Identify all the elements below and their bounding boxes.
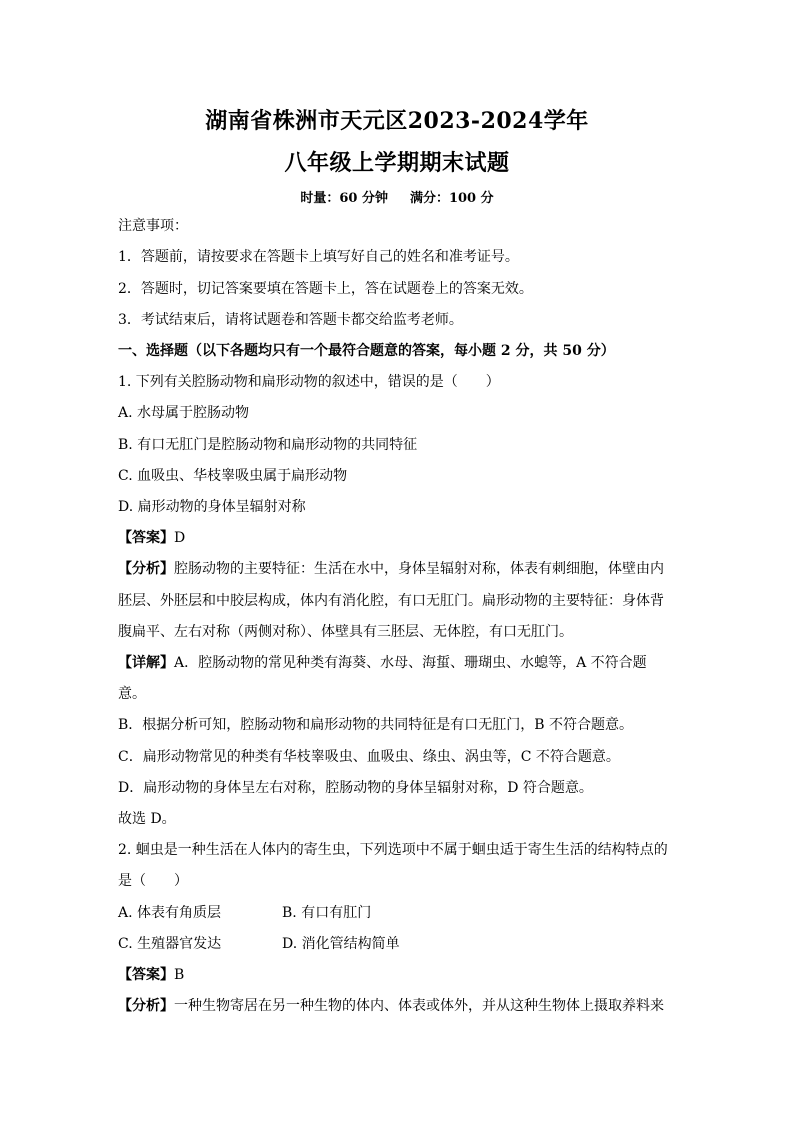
question-1-option-b: B. 有口无肛门是腔肠动物和扁形动物的共同特征 — [118, 437, 418, 453]
answer-tag: 【答案】 — [118, 967, 174, 983]
question-1-option-c: C. 血吸虫、华枝睾吸虫属于扁形动物 — [118, 468, 348, 484]
analysis-tag: 【分析】 — [118, 998, 174, 1014]
detail-line: B．根据分析可知，腔肠动物和扁形动物的共同特征是有口无肛门，B 不符合题意。 — [118, 717, 634, 733]
time-limit: 时量：60 分钟 — [300, 191, 388, 206]
section-heading: 一、选择题（以下各题均只有一个最符合题意的答案，每小题 2 分，共 50 分） — [118, 343, 615, 359]
note-item-1: 1．答题前，请按要求在答题卡上填写好自己的姓名和准考证号。 — [118, 249, 519, 265]
question-2-answer — [118, 966, 184, 984]
detail-line: 故选 D。 — [118, 811, 176, 827]
analysis-line: 腹扁平、左右对称（两侧对称）、体壁具有三胚层、无体腔，有口无肛门。 — [118, 624, 573, 640]
detail-line: 意。 — [118, 686, 146, 702]
full-score: 满分：100 分 — [409, 191, 494, 206]
answer-value: D — [174, 530, 186, 546]
question-1-analysis — [118, 560, 664, 578]
question-1-option-d: D. 扁形动物的身体呈辐射对称 — [118, 499, 306, 515]
exam-title: 湖南省株洲市天元区2023-2024学年 — [205, 108, 589, 134]
answer-tag: 【答案】 — [118, 530, 174, 546]
analysis-line: 腔肠动物的主要特征：生活在水中，身体呈辐射对称，体表有刺细胞，体壁由内 — [174, 561, 664, 577]
analysis-tag: 【分析】 — [118, 561, 174, 577]
question-1-answer — [118, 529, 185, 547]
question-1-detail — [118, 654, 647, 672]
detail-line: C．扁形动物常见的种类有华枝睾吸虫、血吸虫、绦虫、涡虫等，C 不符合题意。 — [118, 749, 620, 765]
detail-line: D．扁形动物的身体呈左右对称，腔肠动物的身体呈辐射对称，D 符合题意。 — [118, 780, 593, 796]
question-2-option-d: D. 消化管结构简单 — [282, 936, 400, 952]
question-2-option-a: A. 体表有角质层 — [118, 905, 222, 921]
detail-tag: 【详解】 — [118, 655, 174, 671]
question-2-option-c: C. 生殖器官发达 — [118, 936, 222, 952]
notes-heading: 注意事项： — [118, 218, 188, 234]
question-1-stem: 1. 下列有关腔肠动物和扁形动物的叙述中，错误的是（ ） — [118, 374, 500, 390]
exam-meta — [0, 187, 794, 206]
answer-value: B — [174, 967, 185, 983]
question-2-stem-cont: 是（ ） — [118, 873, 188, 889]
note-item-2: 2．答题时，切记答案要填在答题卡上，答在试题卷上的答案无效。 — [118, 281, 533, 297]
analysis-line: 一种生物寄居在另一种生物的体内、体表或体外，并从这种生物体上摄取养料来 — [174, 998, 664, 1014]
question-2-stem: 2. 蛔虫是一种生活在人体内的寄生虫，下列选项中不属于蛔虫适于寄生生活的结构特点的 — [118, 842, 668, 858]
exam-subtitle: 八年级上学期期末试题 — [284, 150, 510, 176]
detail-line: A．腔肠动物的常见种类有海葵、水母、海蜇、珊瑚虫、水螅等，A 不符合题 — [174, 655, 647, 671]
question-2-option-b: B. 有口有肛门 — [282, 905, 372, 921]
analysis-line: 胚层、外胚层和中胶层构成，体内有消化腔，有口无肛门。扁形动物的主要特征：身体背 — [118, 593, 664, 609]
note-item-3: 3．考试结束后，请将试题卷和答题卡都交给监考老师。 — [118, 312, 463, 328]
question-2-analysis — [118, 997, 664, 1015]
question-1-option-a: A. 水母属于腔肠动物 — [118, 405, 250, 421]
